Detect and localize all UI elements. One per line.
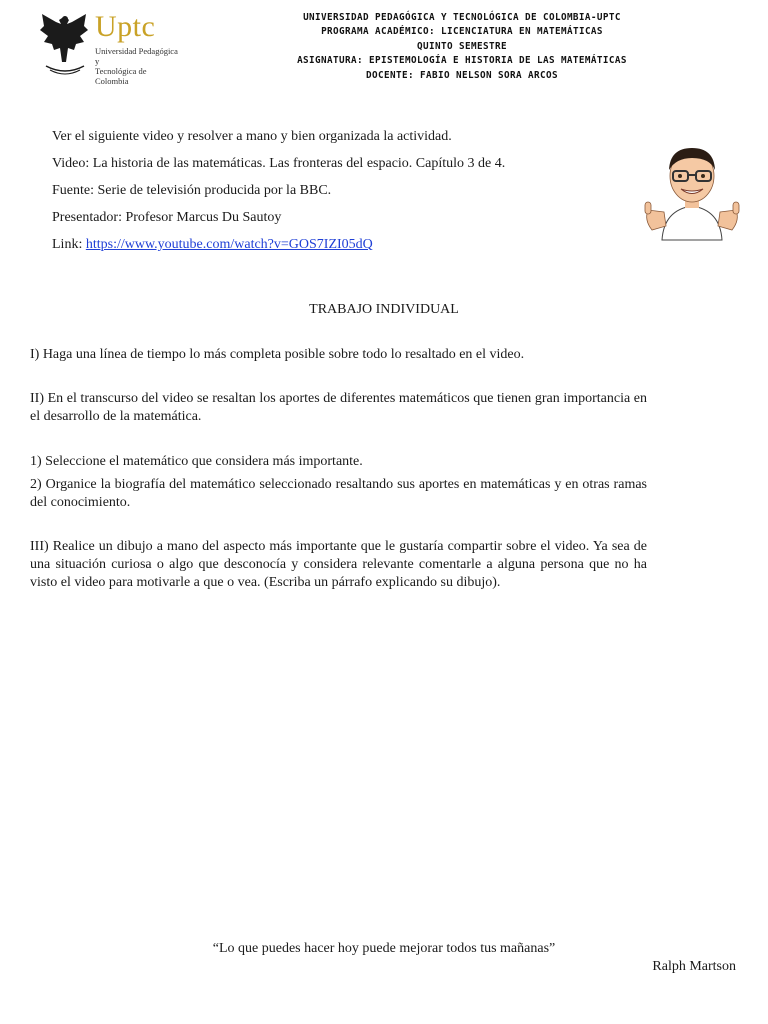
header-program: PROGRAMA ACADÉMICO: LICENCIATURA EN MATEMÁTICAS: [321, 26, 603, 38]
video-source: Fuente: Serie de televisión producida por la BBC.: [52, 183, 332, 198]
header-university: UNIVERSIDAD PEDAGÓGICA Y TECNOLÓGICA DE COLOMBIA-UPTC: [303, 12, 621, 23]
question-1: I) Haga una línea de tiempo lo más completa posible sobre todo lo resaltado en el video.: [30, 347, 525, 362]
video-presenter: Presentador: Profesor Marcus Du Sautoy: [52, 210, 282, 225]
quote-author: Ralph Martson: [652, 959, 736, 974]
university-logo: [40, 10, 180, 86]
logo-brand: Uptc: [95, 10, 156, 43]
document-header: [262, 11, 662, 83]
question-2-item-1: 1) Seleccione el matemático que considera más importante.: [30, 454, 363, 469]
video-link-line: [52, 236, 632, 253]
eagle-crest-icon: [40, 10, 90, 76]
header-semester: QUINTO SEMESTRE: [417, 40, 507, 52]
question-3: III) Realice un dibujo a mano del aspecto más importante que le gustaría compartir sobre el video. Ya sea de una situación curiosa o algo que desconocía y considera relevante comentarle a alguna persona que no ha visto el video para motivarle a que o vea. (Escriba un párrafo explicando su dibujo).: [30, 539, 647, 590]
instruction-text: Ver el siguiente video y resolver a mano y bien organizada la actividad.: [52, 129, 452, 144]
question-2: II) En el transcurso del video se resaltan los aportes de diferentes matemáticos que tienen gran importancia en el desarrollo de la matemática.: [30, 391, 647, 424]
link-label: Link:: [52, 237, 86, 252]
question-2-item-2: 2) Organice la biografía del matemático seleccionado resaltando sus aportes en matemáticas y en otras ramas del conocimiento.: [30, 477, 647, 510]
activity-intro: [52, 128, 632, 263]
closing-quote: “Lo que puedes hacer hoy puede mejorar todos tus mañanas”: [212, 941, 556, 956]
section-title: TRABAJO INDIVIDUAL: [309, 302, 459, 317]
video-title: Video: La historia de las matemáticas. Las fronteras del espacio. Capítulo 3 de 4.: [52, 156, 506, 171]
header-subject: ASIGNATURA: EPISTEMOLOGÍA E HISTORIA DE LAS MATEMÁTICAS: [297, 55, 627, 67]
header-teacher: DOCENTE: FABIO NELSON SORA ARCOS: [366, 69, 558, 81]
youtube-link[interactable]: https://www.youtube.com/watch?v=GOS7IZI05dQ: [85, 237, 373, 252]
teacher-avatar-thumbs-up-icon: [640, 140, 744, 246]
logo-subtitle: Universidad Pedagógica y Tecnológica de Colombia: [95, 46, 178, 86]
